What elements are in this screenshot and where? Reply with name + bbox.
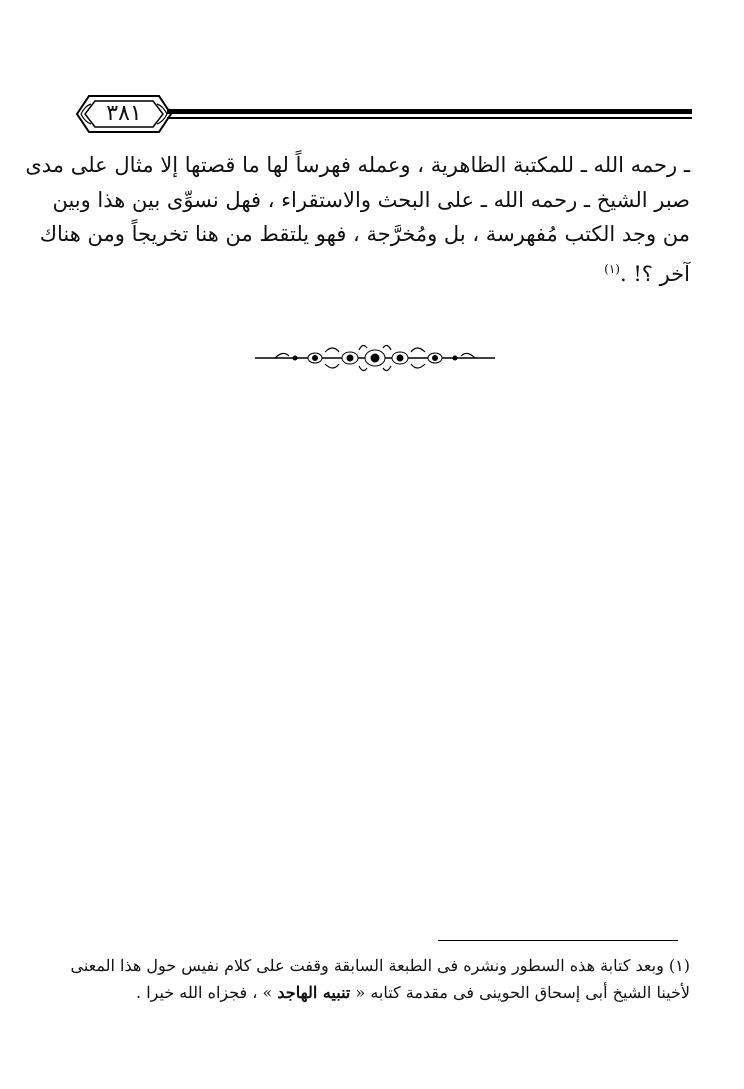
text-line-last: [60, 252, 690, 292]
header-rule: [167, 109, 692, 119]
main-text: [25, 148, 690, 291]
text-line: من وجد الكتب مُفهرسة ، بل ومُخرَّجة ، فهو يلتقط من هنا تخريجاً ومن هناك: [39, 222, 690, 246]
footnotes: [60, 952, 690, 1006]
text-line: صبر الشيخ ـ رحمه الله ـ على البحث والاستقراء ، فهل نسوِّى بين هذا وبين: [52, 187, 690, 212]
floral-ornament-icon: [255, 340, 495, 376]
text-line-content: آخر ؟! .: [619, 261, 690, 286]
text-line: ـ رحمه الله ـ للمكتبة الظاهرية ، وعمله فهرساً لها ما قصتها إلا مثال على مدى: [25, 153, 690, 177]
page-number: ٣٨١: [106, 101, 142, 126]
page-header: [75, 92, 692, 136]
footnote-text: لأخينا الشيخ أبى إسحاق الحوينى فى مقدمة كتابه «: [350, 983, 690, 1002]
section-divider: [255, 340, 495, 376]
footnote-text: » ، فجزاه الله خيرا .: [136, 983, 278, 1002]
footnote-line: [60, 979, 690, 1006]
page-number-badge: [75, 92, 173, 136]
footnote-separator: [438, 940, 678, 941]
book-title: تنبيه الهاجد: [277, 983, 351, 1002]
footnote-line: (١) وبعد كتابة هذه السطور ونشره فى الطبعة السابقة وقفت على كلام نفيس حول هذا المعنى: [70, 956, 690, 975]
footnote-reference[interactable]: (١): [604, 261, 620, 276]
